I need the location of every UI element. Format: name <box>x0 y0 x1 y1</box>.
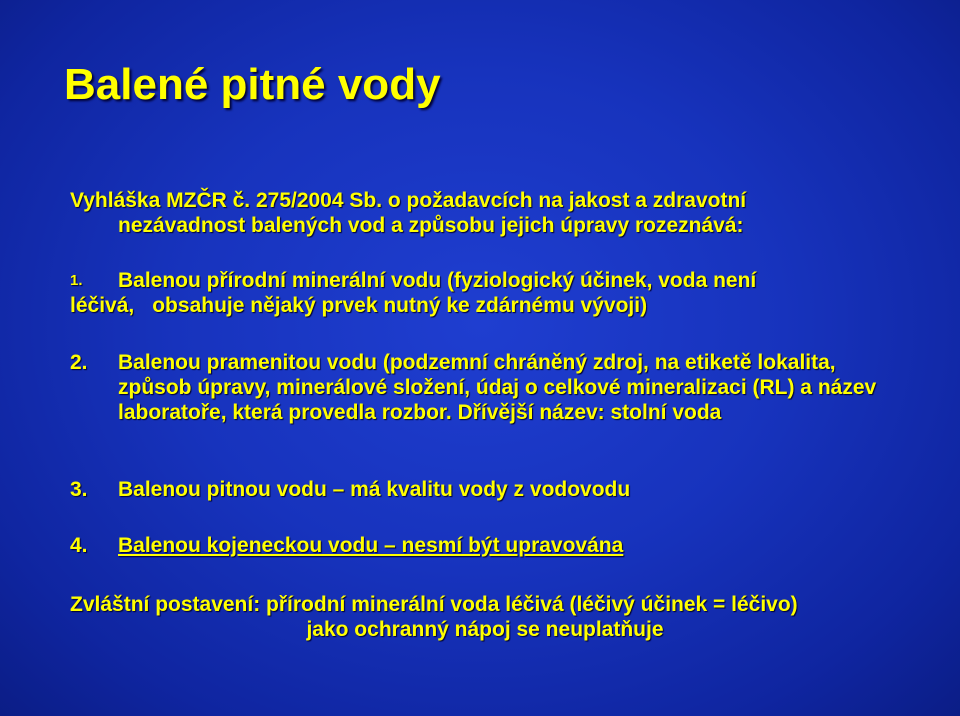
special-note <box>70 592 900 642</box>
special-note-line-1: Zvláštní postavení: přírodní minerální voda léčivá (léčivý účinek = léčivo) <box>70 593 798 616</box>
special-note-line-2: jako ochranný nápoj se neuplatňuje <box>306 618 664 641</box>
intro-paragraph <box>70 188 900 238</box>
list-item-1-line-2a: léčivá, <box>70 294 135 317</box>
intro-line-2: nezávadnost balených vod a způsobu jejich úpravy rozeznává: <box>118 214 744 237</box>
slide-title: Balené pitné vody <box>64 60 441 109</box>
list-item-text: Balenou kojeneckou vodu – nesmí být upravována <box>118 534 624 557</box>
list-item-1-line-1: Balenou přírodní minerální vodu (fyziologický účinek, voda není <box>118 269 757 292</box>
list-item-number: 2. <box>70 351 88 374</box>
list-item-1-line-2 <box>70 293 910 318</box>
list-item-text <box>118 268 908 293</box>
list-item-text: Balenou pitnou vodu – má kvalitu vody z vodovodu <box>118 478 631 501</box>
list-item-text: Balenou pramenitou vodu (podzemní chráněný zdroj, na etiketě lokalita, způsob úpravy, minerálové složení, údaj o celkové mineralizaci (RL) a název laboratoře, která provedla rozbor. Dřívější název: stolní voda <box>118 351 877 424</box>
list-item-1-line-2b: obsahuje nějaký prvek nutný ke zdárnému vývoji) <box>152 294 648 317</box>
list-item-number: 4. <box>70 534 88 557</box>
list-item-number: 1. <box>70 272 83 289</box>
intro-line-1: Vyhláška MZČR č. 275/2004 Sb. o požadavcích na jakost a zdravotní <box>70 189 747 212</box>
list-item-number: 3. <box>70 478 88 501</box>
